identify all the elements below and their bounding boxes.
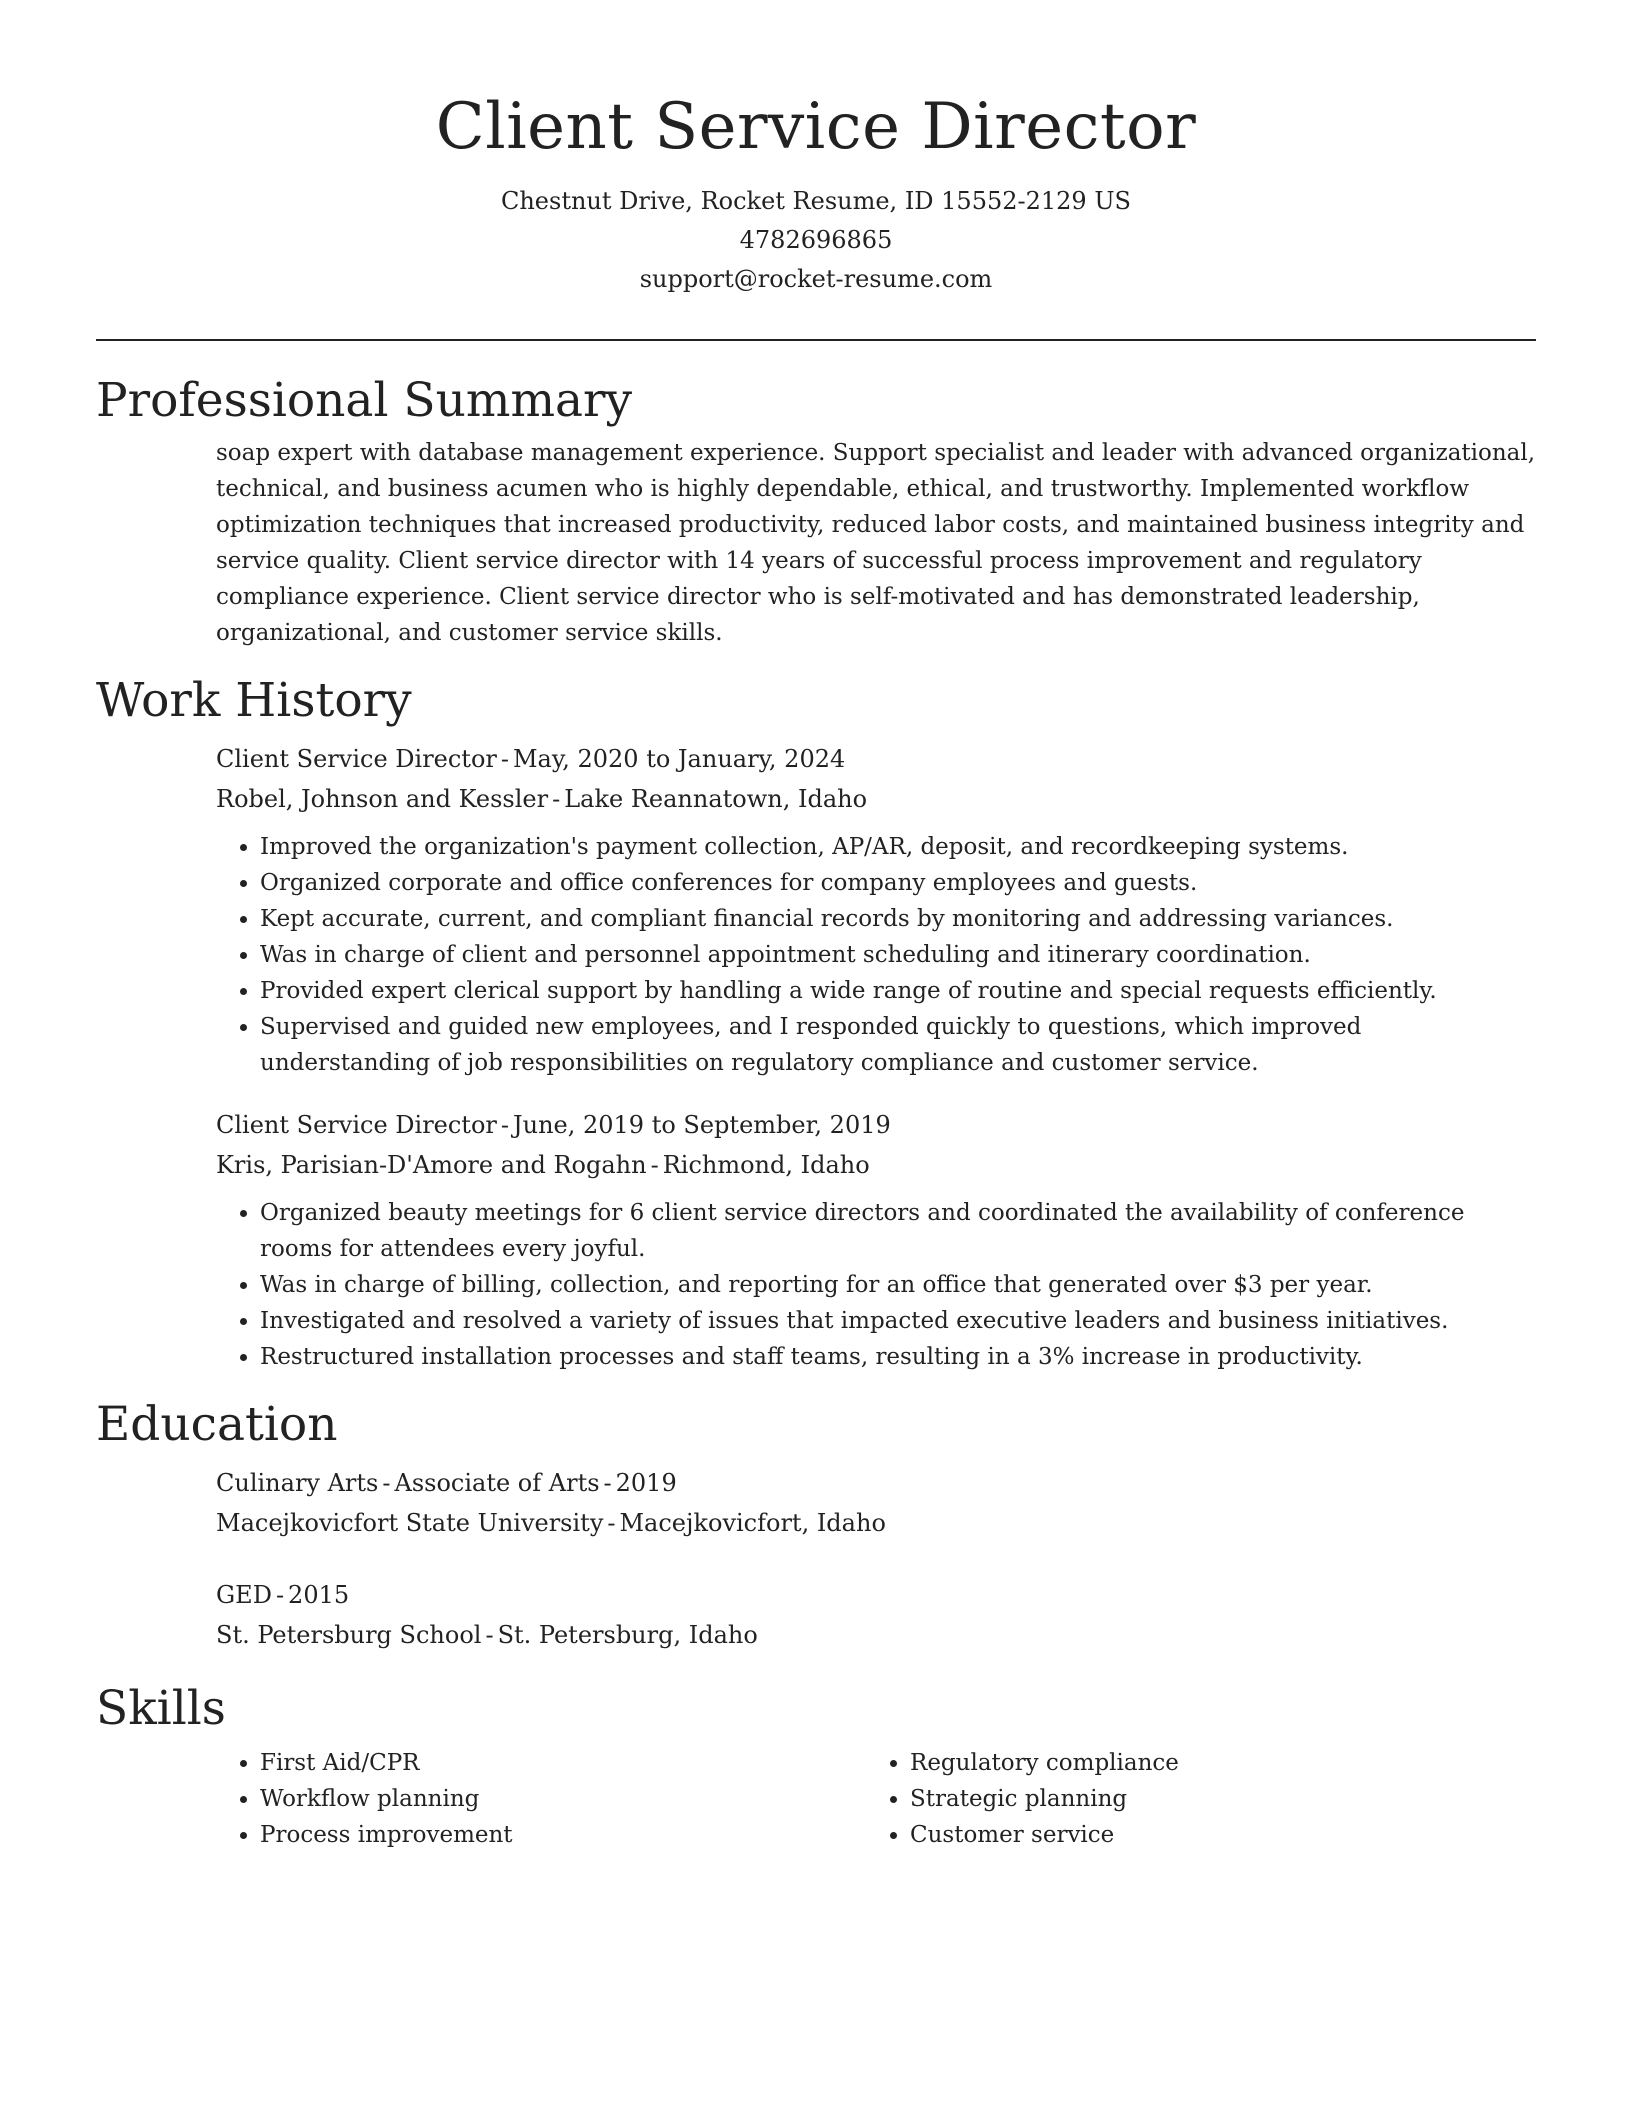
education-title: Education xyxy=(96,1397,338,1452)
education-year: 2019 xyxy=(615,1469,677,1497)
education-field: GED xyxy=(216,1581,272,1609)
separator: - xyxy=(500,745,509,773)
job-company-line xyxy=(216,1145,1536,1185)
list-item: • Was in charge of billing, collection, and reporting for an office that generated over $3 per year. xyxy=(260,1267,1536,1303)
job-location: Richmond, Idaho xyxy=(662,1151,870,1179)
education-school: Macejkovicfort State University xyxy=(216,1509,604,1537)
summary-section xyxy=(96,371,1536,651)
education-section xyxy=(96,1395,1536,1655)
job-title-line xyxy=(216,1105,1536,1145)
education-degree-line xyxy=(216,1463,1536,1503)
separator: - xyxy=(275,1581,285,1609)
job-company: Kris, Parisian-D'Amore and Rogahn xyxy=(216,1151,647,1179)
resume-header xyxy=(96,0,1536,341)
education-school-line xyxy=(216,1615,1536,1655)
separator: - xyxy=(500,1111,509,1139)
work-history-title: Work History xyxy=(96,673,412,728)
separator: - xyxy=(650,1151,659,1179)
list-item: • Investigated and resolved a variety of issues that impacted executive leaders and business initiatives. xyxy=(260,1303,1536,1339)
resume-page xyxy=(96,0,1536,1853)
skills-title: Skills xyxy=(96,1681,226,1736)
skill-item: • First Aid/CPR xyxy=(260,1745,866,1781)
skill-item: • Workflow planning xyxy=(260,1781,866,1817)
separator: - xyxy=(485,1621,494,1649)
job-entry xyxy=(216,1105,1536,1375)
skills-column-left xyxy=(216,1739,866,1853)
skill-item: • Strategic planning xyxy=(910,1781,1516,1817)
skills-grid xyxy=(216,1739,1536,1853)
contact-info xyxy=(96,182,1536,299)
separator: - xyxy=(607,1509,616,1537)
skill-item: • Process improvement xyxy=(260,1817,866,1853)
education-school: St. Petersburg School xyxy=(216,1621,482,1649)
education-location: St. Petersburg, Idaho xyxy=(497,1621,758,1649)
job-entry xyxy=(216,739,1536,1081)
skill-item: • Regulatory compliance xyxy=(910,1745,1516,1781)
job-title-line xyxy=(216,739,1536,779)
skills-column-right xyxy=(866,1739,1516,1853)
list-item: • Restructured installation processes and staff teams, resulting in a 3% increase in productivity. xyxy=(260,1339,1536,1375)
summary-title: Professional Summary xyxy=(96,373,633,428)
list-item: • Provided expert clerical support by handling a wide range of routine and special requests efficiently. xyxy=(260,973,1536,1009)
job-bullets xyxy=(216,1195,1536,1375)
education-degree: Associate of Arts xyxy=(394,1469,600,1497)
job-bullets xyxy=(216,829,1536,1081)
job-location: Lake Reannatown, Idaho xyxy=(564,785,868,813)
contact-email: support@rocket-resume.com xyxy=(639,265,993,293)
education-entry xyxy=(216,1575,1536,1655)
candidate-title: Client Service Director xyxy=(435,90,1197,164)
job-role: Client Service Director xyxy=(216,745,497,773)
list-item: • Organized beauty meetings for 6 client service directors and coordinated the availability of conference rooms for attendees every joyful. xyxy=(260,1195,1536,1267)
separator: - xyxy=(382,1469,391,1497)
education-year: 2015 xyxy=(288,1581,350,1609)
work-history-section xyxy=(96,671,1536,1375)
job-dates: May, 2020 to January, 2024 xyxy=(512,745,846,773)
education-field: Culinary Arts xyxy=(216,1469,379,1497)
education-location: Macejkovicfort, Idaho xyxy=(619,1509,886,1537)
contact-phone: 4782696865 xyxy=(739,226,893,254)
contact-address: Chestnut Drive, Rocket Resume, ID 15552-2129 US xyxy=(500,187,1131,215)
list-item: • Improved the organization's payment collection, AP/AR, deposit, and recordkeeping systems. xyxy=(260,829,1536,865)
separator: - xyxy=(603,1469,612,1497)
skills-list-right xyxy=(866,1745,1516,1853)
education-entry xyxy=(216,1463,1536,1543)
job-role: Client Service Director xyxy=(216,1111,497,1139)
list-item: • Organized corporate and office conferences for company employees and guests. xyxy=(260,865,1536,901)
header-divider xyxy=(96,339,1536,341)
separator: - xyxy=(552,785,561,813)
education-school-line xyxy=(216,1503,1536,1543)
skills-list-left xyxy=(216,1745,866,1853)
job-company: Robel, Johnson and Kessler xyxy=(216,785,549,813)
skill-item: • Customer service xyxy=(910,1817,1516,1853)
job-dates: June, 2019 to September, 2019 xyxy=(512,1111,891,1139)
list-item: • Was in charge of client and personnel appointment scheduling and itinerary coordination. xyxy=(260,937,1536,973)
education-degree-line xyxy=(216,1575,1536,1615)
list-item: • Supervised and guided new employees, and I responded quickly to questions, which improved understanding of job responsibilities on regulatory compliance and customer service. xyxy=(260,1009,1536,1081)
summary-text: soap expert with database management experience. Support specialist and leader with advanced organizational, technical, and business acumen who is highly dependable, ethical, and trustworthy. Implemented workflow optimization techniques that increased productivity, reduced labor costs, and maintained business integrity and service quality. Client service director with 14 years of successful process improvement and regulatory compliance experience. Client service director who is self-motivated and has demonstrated leadership, organizational, and customer service skills. xyxy=(216,440,1536,646)
skills-section xyxy=(96,1679,1536,1853)
job-company-line xyxy=(216,779,1536,819)
list-item: • Kept accurate, current, and compliant financial records by monitoring and addressing variances. xyxy=(260,901,1536,937)
